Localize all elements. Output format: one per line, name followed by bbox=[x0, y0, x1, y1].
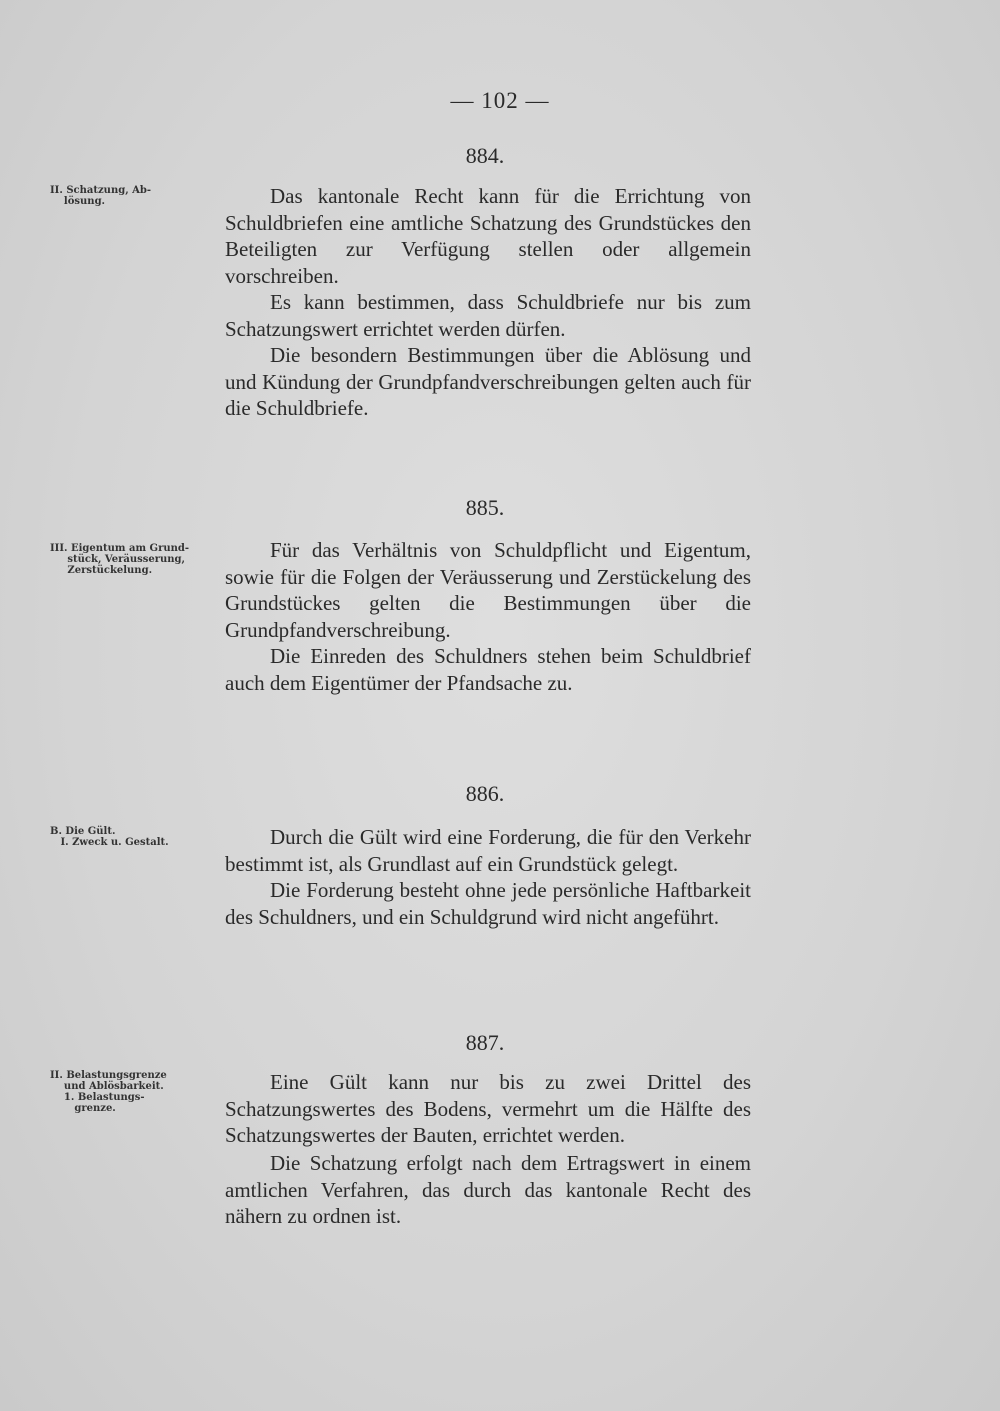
margin-note-line: II. Belastungsgrenze bbox=[50, 1070, 167, 1081]
margin-note-line: grenze. bbox=[50, 1103, 116, 1114]
article-number: 887. bbox=[465, 1030, 505, 1055]
paragraph: Die Forderung besteht ohne jede persönliche Haftbarkeit des Schuldners, und ein Schuldgrund wird nicht angeführt. bbox=[225, 878, 751, 929]
margin-note-line: III. Eigentum am Grund- bbox=[50, 543, 190, 554]
margin-note bbox=[50, 543, 225, 576]
margin-note-line: I. Zweck u. Gestalt. bbox=[50, 837, 169, 848]
article-number: 884. bbox=[465, 143, 505, 168]
paragraph: Eine Gült kann nur bis zu zwei Drittel des Schatzungswertes des Bodens, vermehrt um die Hälfte des Schatzungswertes der Bauten, errichtet werden. bbox=[225, 1070, 751, 1147]
margin-note-line: II. Schatzung, Ab- bbox=[50, 185, 152, 196]
paragraph: Es kann bestimmen, dass Schuldbriefe nur bis zum Schatzungswert errichtet werden dürfen. bbox=[225, 290, 751, 341]
margin-note-line: lösung. bbox=[50, 196, 106, 207]
paragraph: Das kantonale Recht kann für die Errichtung von Schuldbriefen eine amtliche Schatzung des Grundstückes den Beteiligten zur Verfügung stellen oder allgemein vorschreiben. bbox=[225, 184, 751, 288]
margin-note bbox=[50, 185, 225, 207]
margin-note-line: und Ablösbarkeit. bbox=[50, 1081, 164, 1092]
paragraph: Die Schatzung erfolgt nach dem Ertragswert in einem amtlichen Verfahren, das durch das kantonale Recht des nähern zu ordnen ist. bbox=[225, 1151, 751, 1228]
paragraph: Durch die Gült wird eine Forderung, die für den Verkehr bestimmt ist, als Grundlast auf ein Grundstück gelegt. bbox=[225, 825, 751, 876]
margin-note bbox=[50, 826, 225, 848]
margin-note-line: 1. Belastungs- bbox=[50, 1092, 145, 1103]
article-number: 886. bbox=[465, 781, 505, 806]
margin-note-line: stück, Veräusserung, bbox=[50, 554, 186, 565]
margin-note-line: B. Die Gült. bbox=[50, 826, 116, 837]
margin-note bbox=[50, 1070, 225, 1114]
paragraph: Die besondern Bestimmungen über die Ablösung und und Kündung der Grundpfandverschreibungen gelten auch für die Schuldbriefe. bbox=[225, 343, 751, 420]
page-number: — 102 — bbox=[450, 88, 550, 113]
paragraph: Die Einreden des Schuldners stehen beim Schuldbrief auch dem Eigentümer der Pfandsache zu. bbox=[225, 644, 751, 695]
paragraph: Für das Verhältnis von Schuldpflicht und Eigentum, sowie für die Folgen der Veräusserung und Zerstückelung des Grundstückes gelten die Bestimmungen über die Grundpfandverschreibung. bbox=[225, 538, 751, 642]
article-number: 885. bbox=[465, 495, 505, 520]
margin-note-line: Zerstückelung. bbox=[50, 565, 153, 576]
